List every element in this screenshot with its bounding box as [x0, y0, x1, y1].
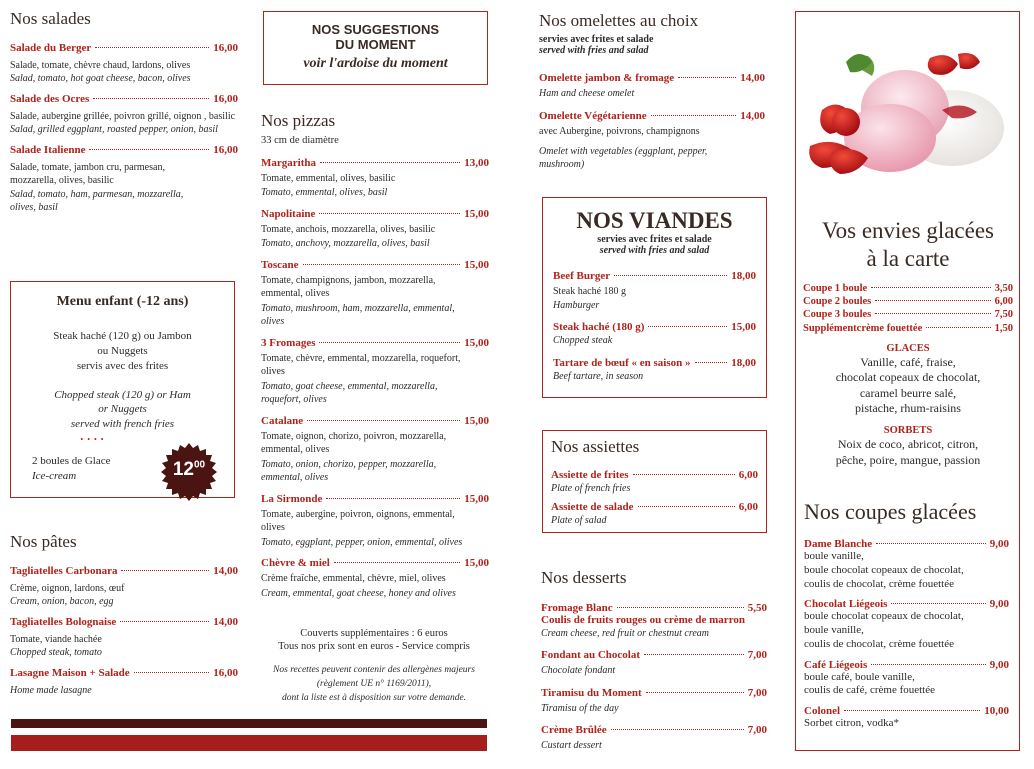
- menu-item: [553, 321, 756, 348]
- item-price: 15,00: [464, 336, 489, 349]
- menu-item: [553, 357, 756, 384]
- item-name: Catalane: [261, 414, 304, 427]
- enfant-ice-fr: 2 boules de Glace: [32, 455, 111, 467]
- viandes-box: [542, 197, 767, 398]
- glaces-title: [803, 217, 1013, 272]
- viandes-title: NOS VIANDES: [576, 208, 733, 233]
- menu-item: [804, 659, 1009, 699]
- omelettes-section: [539, 12, 765, 172]
- viandes-sub-fr: servies avec frites et salade: [597, 234, 712, 245]
- item-translation: Salad, grilled eggplant, roasted pepper, onion, basil: [10, 124, 218, 136]
- item-translation: Cream, emmental, goat cheese, honey and olives: [261, 587, 456, 599]
- menu-item: [541, 724, 767, 753]
- item-price: 16,00: [213, 666, 238, 679]
- sorbet-flavor-line: Noix de coco, abricot, citron,: [837, 437, 979, 452]
- item-price: 15,00: [464, 258, 489, 271]
- item-name: Tagliatelles Bolognaise: [10, 615, 117, 628]
- item-price: 7,00: [747, 724, 767, 737]
- coupe-description: boule café, boule vanille,: [804, 670, 915, 683]
- menu-item: [541, 602, 767, 641]
- menu-item: [10, 667, 238, 698]
- item-name: Coupe 2 boules: [803, 296, 872, 308]
- item-translation: Tiramisu of the day: [541, 702, 619, 714]
- item-name: Napolitaine: [261, 207, 316, 220]
- item-price: 6,00: [738, 501, 758, 514]
- desserts-section: [541, 569, 767, 753]
- menu-item: [553, 270, 756, 312]
- coupe-description: boule chocolat copeaux de chocolat,: [804, 610, 964, 623]
- menu-item: [539, 110, 765, 172]
- coupe-row: [803, 282, 1013, 295]
- enfant-ice-en: Ice-cream: [32, 470, 77, 483]
- item-name: Fromage Blanc: [541, 601, 613, 614]
- item-description: Tomate, champignons, jambon, mozzarella, emmental, olives: [261, 274, 436, 300]
- omelettes-sub-en: served with fries and salad: [539, 44, 649, 56]
- enfant-dots: • • • •: [80, 435, 105, 445]
- footer-notes: [258, 628, 490, 705]
- menu-item: [804, 598, 1009, 651]
- menu-item: [261, 337, 489, 407]
- item-price: 5,50: [747, 601, 767, 614]
- coupe-description: boule vanille,: [804, 550, 864, 563]
- glace-flavor-line: pistache, rhum-raisins: [855, 401, 961, 416]
- item-price: 7,00: [747, 686, 767, 699]
- assiettes-box: [542, 430, 767, 533]
- coupe-description: boule vanille,: [804, 624, 864, 637]
- pizzas-section: [261, 112, 489, 600]
- suggestions-box: [263, 11, 488, 85]
- item-description: Tomate, viande hachée: [10, 633, 102, 645]
- menu-item: [261, 557, 489, 600]
- item-description: Salade, tomate, jambon cru, parmesan, mozzarella, olives, basilic: [10, 161, 165, 187]
- item-price: 16,00: [213, 143, 238, 156]
- item-name: Salade des Ocres: [10, 92, 90, 105]
- allergens-note: dont la liste est à disposition sur votre demande.: [281, 692, 467, 703]
- item-price: 14,00: [740, 71, 765, 84]
- menu-item: [541, 687, 767, 716]
- menu-item: [804, 705, 1009, 731]
- item-translation: Tomato, goat cheese, emmental, mozzarella, roquefort, olives: [261, 380, 438, 406]
- coupe-description: coulis de chocolat, crème fouettée: [804, 637, 954, 650]
- item-translation: Tomato, onion, chorizo, pepper, mozzarella, emmental, olives: [261, 458, 437, 484]
- item-name: Margaritha: [261, 156, 316, 169]
- pates-title: Nos pâtes: [10, 532, 77, 551]
- item-description: Tomate, chèvre, emmental, mozzarella, roquefort, olives: [261, 352, 461, 378]
- item-price: 13,00: [464, 156, 489, 169]
- item-name: 3 Fromages: [261, 336, 316, 349]
- prix-note: Tous nos prix sont en euros - Service compris: [278, 641, 470, 652]
- item-price: 18,00: [731, 356, 756, 369]
- menu-item: [804, 538, 1009, 591]
- item-translation: Tomato, anchovy, mozzarella, olives, basil: [261, 238, 430, 250]
- ice-cream-strawberry-photo: [802, 40, 1012, 180]
- menu-item: [261, 493, 489, 550]
- item-translation: Hamburger: [553, 299, 600, 311]
- price-seal-badge: [158, 443, 220, 505]
- item-translation: Tomato, mushroom, ham, mozzarella, emmental, olives: [261, 302, 455, 328]
- item-translation: Salad, tomato, hot goat cheese, bacon, olives: [10, 73, 191, 85]
- item-translation: Beef tartare, in season: [553, 370, 644, 382]
- glaces-subtitle: GLACES: [886, 342, 930, 354]
- item-price: 15,00: [731, 321, 756, 333]
- item-translation: Tomato, emmental, olives, basil: [261, 187, 388, 199]
- item-name: Tagliatelles Carbonara: [10, 564, 118, 577]
- item-name: Café Liégeois: [804, 658, 868, 671]
- item-name: Salade du Berger: [10, 41, 92, 54]
- item-name: Chocolat Liégeois: [804, 598, 888, 611]
- menu-item: [10, 144, 238, 215]
- item-name: Beef Burger: [553, 270, 611, 282]
- enfant-line: ou Nuggets: [97, 344, 148, 357]
- coupe-description: Sorbet citron, vodka*: [804, 717, 900, 730]
- item-name: Tartare de bœuf « en saison »: [553, 356, 691, 369]
- menu-item: [261, 415, 489, 485]
- menu-item: [10, 616, 238, 660]
- glace-flavor-line: caramel beurre salé,: [859, 385, 957, 400]
- menu-item: [261, 157, 489, 200]
- coupe-description: boule chocolat copeaux de chocolat,: [804, 563, 964, 576]
- item-description: Steak haché 180 g: [553, 286, 627, 297]
- suggestions-line3: voir l'ardoise du moment: [303, 56, 448, 71]
- enfant-line: servis avec des frites: [76, 359, 169, 372]
- omelettes-title: Nos omelettes au choix: [539, 11, 699, 30]
- menu-item: [10, 93, 238, 137]
- glace-flavor-line: chocolat copeaux de chocolat,: [835, 370, 981, 385]
- item-name: La Sirmonde: [261, 492, 323, 505]
- menu-item: [551, 469, 758, 496]
- salades-title: Nos salades: [10, 9, 91, 28]
- coupe-row: [803, 308, 1013, 321]
- coupe-row: [803, 322, 1013, 335]
- item-price: 9,00: [989, 598, 1009, 611]
- item-translation: Cream, onion, bacon, egg: [10, 596, 114, 608]
- menu-enfant-title: Menu enfant (-12 ans): [56, 294, 189, 309]
- item-price: 15,00: [464, 492, 489, 505]
- item-description: Salade, tomate, chèvre chaud, lardons, olives: [10, 59, 191, 71]
- menu-enfant-box: [10, 281, 235, 498]
- item-translation: Ham and cheese omelet: [539, 87, 635, 99]
- item-name: Omelette jambon & fromage: [539, 71, 675, 84]
- menu-item: [551, 501, 758, 528]
- item-name: Supplémentcrème fouettée: [803, 322, 923, 334]
- assiettes-title: Nos assiettes: [551, 437, 640, 456]
- enfant-price: 12: [172, 459, 194, 480]
- pizzas-title: Nos pizzas: [261, 111, 336, 130]
- item-description: Salade, aubergine grillée, poivron grillé, oignon , basilic: [10, 110, 236, 122]
- item-description: Tomate, oignon, chorizo, poivron, mozzarella, emmental, olives: [261, 430, 447, 456]
- desserts-title: Nos desserts: [541, 568, 627, 587]
- item-description: avec Aubergine, poivrons, champignons: [539, 126, 700, 138]
- viandes-sub-en: served with fries and salad: [599, 245, 710, 256]
- item-description: Tomate, aubergine, poivron, oignons, emmental, olives: [261, 508, 455, 534]
- item-name: Fondant au Chocolat: [541, 649, 641, 662]
- salades-section: [10, 10, 238, 215]
- item-name: Salade Italienne: [10, 143, 86, 156]
- item-name: Steak haché (180 g): [553, 321, 645, 333]
- item-translation: Home made lasagne: [10, 684, 92, 696]
- item-name: Toscane: [261, 258, 299, 271]
- bottom-bar-dark: [11, 719, 487, 728]
- item-translation: Chopped steak, tomato: [10, 647, 102, 659]
- item-price: 14,00: [213, 615, 238, 628]
- enfant-line-en: Chopped steak (120 g) or Ham: [54, 388, 191, 401]
- item-translation: Chopped steak: [553, 335, 613, 346]
- item-name: Tiramisu du Moment: [541, 686, 642, 699]
- menu-item: [539, 72, 765, 101]
- item-price: 9,00: [989, 658, 1009, 671]
- item-price: 7,50: [994, 309, 1013, 321]
- item-name: Assiette de salade: [551, 501, 634, 514]
- item-price: 10,00: [984, 705, 1009, 718]
- menu-item: [10, 565, 238, 609]
- item-price: 15,00: [464, 414, 489, 427]
- sorbets-subtitle: SORBETS: [883, 425, 933, 437]
- menu-item: [10, 42, 238, 86]
- item-price: 6,00: [994, 296, 1013, 308]
- coupes-section: [804, 500, 1009, 731]
- coupe-description: coulis de chocolat, crème fouettée: [804, 577, 954, 590]
- item-price: 14,00: [213, 564, 238, 577]
- item-description: Crème fraîche, emmental, chèvre, miel, olives: [261, 573, 446, 585]
- item-name-line2: Coulis de fruits rouges ou crème de marron: [541, 613, 745, 626]
- omelettes-sub-fr: servies avec frites et salade: [539, 33, 654, 45]
- item-name: Omelette Végétarienne: [539, 110, 647, 123]
- coupes-title: Nos coupes glacées: [804, 499, 977, 524]
- item-translation: Tomato, eggplant, pepper, onion, emmental, olives: [261, 536, 463, 548]
- enfant-line-en: or Nuggets: [98, 403, 147, 416]
- couverts-note: Couverts supplémentaires : 6 euros: [300, 628, 448, 639]
- item-description: Crème, oignon, lardons, œuf: [10, 582, 125, 594]
- item-price: 14,00: [740, 110, 765, 123]
- glaces-title-line2: à la carte: [866, 245, 950, 271]
- glaces-title-line1: Vos envies glacées: [821, 218, 995, 243]
- menu-item: [261, 208, 489, 251]
- item-translation: Plate of salad: [551, 515, 607, 527]
- item-price: 6,00: [738, 468, 758, 481]
- item-name: Colonel: [804, 705, 841, 718]
- suggestions-line2: DU MOMENT: [335, 37, 416, 52]
- item-translation: Chocolate fondant: [541, 665, 616, 677]
- pates-section: [10, 533, 238, 697]
- item-price: 18,00: [731, 270, 756, 282]
- item-translation: Salad, tomato, ham, parmesan, mozzarella, olives, basil: [10, 188, 184, 214]
- item-name: Coupe 3 boules: [803, 309, 872, 321]
- suggestions-line1: NOS SUGGESTIONS: [311, 22, 440, 37]
- allergens-note: Nos recettes peuvent contenir des allergènes majeurs: [273, 665, 475, 675]
- item-description: Tomate, emmental, olives, basilic: [261, 172, 396, 184]
- item-price: 15,00: [464, 207, 489, 220]
- glace-flavor-line: Vanille, café, fraise,: [860, 354, 956, 369]
- sorbet-flavor-line: pêche, poire, mangue, passion: [835, 452, 981, 467]
- item-translation: Plate of french fries: [551, 482, 631, 494]
- item-description: Tomate, anchois, mozzarella, olives, basilic: [261, 223, 436, 235]
- item-price: 16,00: [213, 92, 238, 105]
- pizzas-subtitle: 33 cm de diamètre: [261, 134, 339, 146]
- item-price: 3,50: [994, 283, 1013, 295]
- item-name: Lasagne Maison + Salade: [10, 666, 130, 679]
- item-price: 1,50: [994, 322, 1013, 334]
- item-price: 9,00: [989, 538, 1009, 551]
- item-price: 16,00: [213, 41, 238, 54]
- item-name: Crème Brûlée: [541, 724, 607, 737]
- menu-item: [261, 259, 489, 329]
- item-price: 15,00: [464, 557, 489, 570]
- item-translation: Cream cheese, red fruit or chestnut cream: [541, 627, 710, 639]
- bottom-bar-red: [11, 735, 487, 751]
- item-translation: Omelet with vegetables (eggplant, pepper, mushroom): [539, 145, 708, 171]
- item-translation: Custart dessert: [541, 740, 602, 752]
- item-price: 7,00: [747, 649, 767, 662]
- enfant-line-en: served with french fries: [70, 418, 175, 431]
- menu-item: [541, 649, 767, 678]
- coupe-description: coulis de café, crème fouettée: [804, 684, 936, 697]
- coupe-row: [803, 295, 1013, 308]
- item-name: Dame Blanche: [804, 538, 873, 551]
- ice-cream-icon: [802, 40, 1012, 180]
- item-name: Coupe 1 boule: [803, 283, 868, 295]
- allergens-note: (règlement UE n° 1169/2011),: [316, 678, 432, 689]
- item-name: Chèvre & miel: [261, 557, 330, 570]
- glaces-carte: [803, 217, 1013, 468]
- enfant-line: Steak haché (120 g) ou Jambon: [53, 330, 192, 342]
- enfant-price-decimal: 00: [194, 459, 206, 471]
- item-name: Assiette de frites: [551, 468, 629, 481]
